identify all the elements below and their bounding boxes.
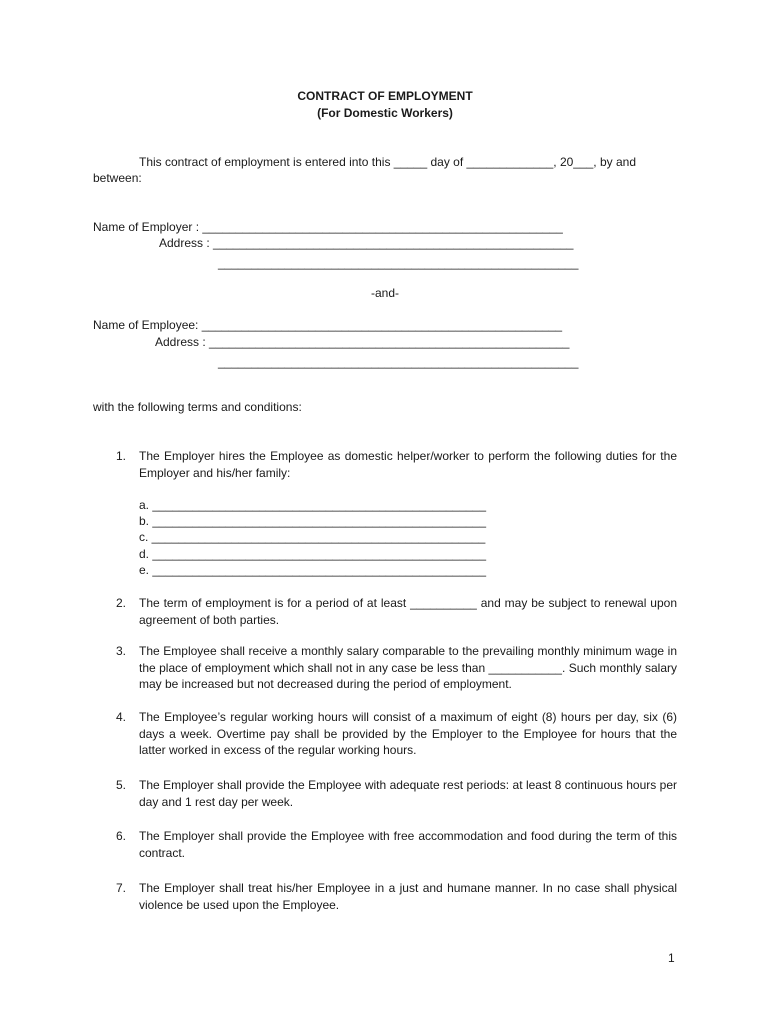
clause-number: 4. (116, 710, 127, 724)
employer-address-line: Address : ______________________________________________________ (159, 236, 574, 250)
employee-address-line: Address : ______________________________________________________ (155, 335, 570, 349)
duty-line: b. __________________________________________________ (139, 514, 487, 528)
clause-text: The Employer shall provide the Employee with adequate rest periods: at least 8 continuous hours per day and 1 rest day per week. (139, 778, 677, 809)
employer-address-continuation: ______________________________________________________ (218, 256, 579, 270)
employee-address-continuation: ______________________________________________________ (218, 355, 579, 369)
clause-number: 3. (116, 644, 127, 658)
clause-text: The Employer shall provide the Employee with free accommodation and food during the term of this contract. (139, 829, 677, 860)
document-title: CONTRACT OF EMPLOYMENT (297, 89, 473, 103)
clause-number: 6. (116, 829, 127, 843)
duty-line: c. __________________________________________________ (139, 530, 486, 544)
clause-number: 5. (116, 778, 127, 792)
clause-text: The Employer hires the Employee as domestic helper/worker to perform the following duties for the Employer and his/her family: (139, 449, 677, 480)
intro-line-1: This contract of employment is entered into this _____ day of _____________, 20___, by and (139, 155, 637, 169)
clause-text: The term of employment is for a period of at least __________ and may be subject to renewal upon agreement of both parties. (139, 596, 677, 627)
clause-number: 2. (116, 596, 127, 610)
clause-text: The Employee shall receive a monthly salary comparable to the prevailing monthly minimum wage in the place of employment which shall not in any case be less than ___________. Such monthly salary may be increased but not decreased during the period of employment. (139, 644, 677, 692)
employer-name-line: Name of Employer : ______________________________________________________ (93, 220, 563, 234)
clause-text: The Employer shall treat his/her Employee in a just and humane manner. In no case shall physical violence be used upon the Employee. (139, 881, 677, 912)
clause-number: 7. (116, 881, 127, 895)
clause-text: The Employee’s regular working hours will consist of a maximum of eight (8) hours per day, six (6) days a week. Overtime pay shall be provided by the Employer to the Employee for hours that the latter worked in excess of the regular working hours. (139, 710, 677, 758)
terms-intro: with the following terms and conditions: (93, 400, 302, 414)
duty-line: a. __________________________________________________ (139, 498, 487, 512)
intro-line-2: between: (93, 171, 142, 185)
duty-line: d. __________________________________________________ (139, 547, 487, 561)
employee-name-line: Name of Employee: ______________________________________________________ (93, 318, 563, 332)
page-number: 1 (668, 951, 675, 965)
clause-number: 1. (116, 449, 127, 463)
and-separator: -and- (370, 286, 399, 300)
duty-line: e. __________________________________________________ (139, 563, 487, 577)
document-subtitle: (For Domestic Workers) (317, 106, 453, 120)
